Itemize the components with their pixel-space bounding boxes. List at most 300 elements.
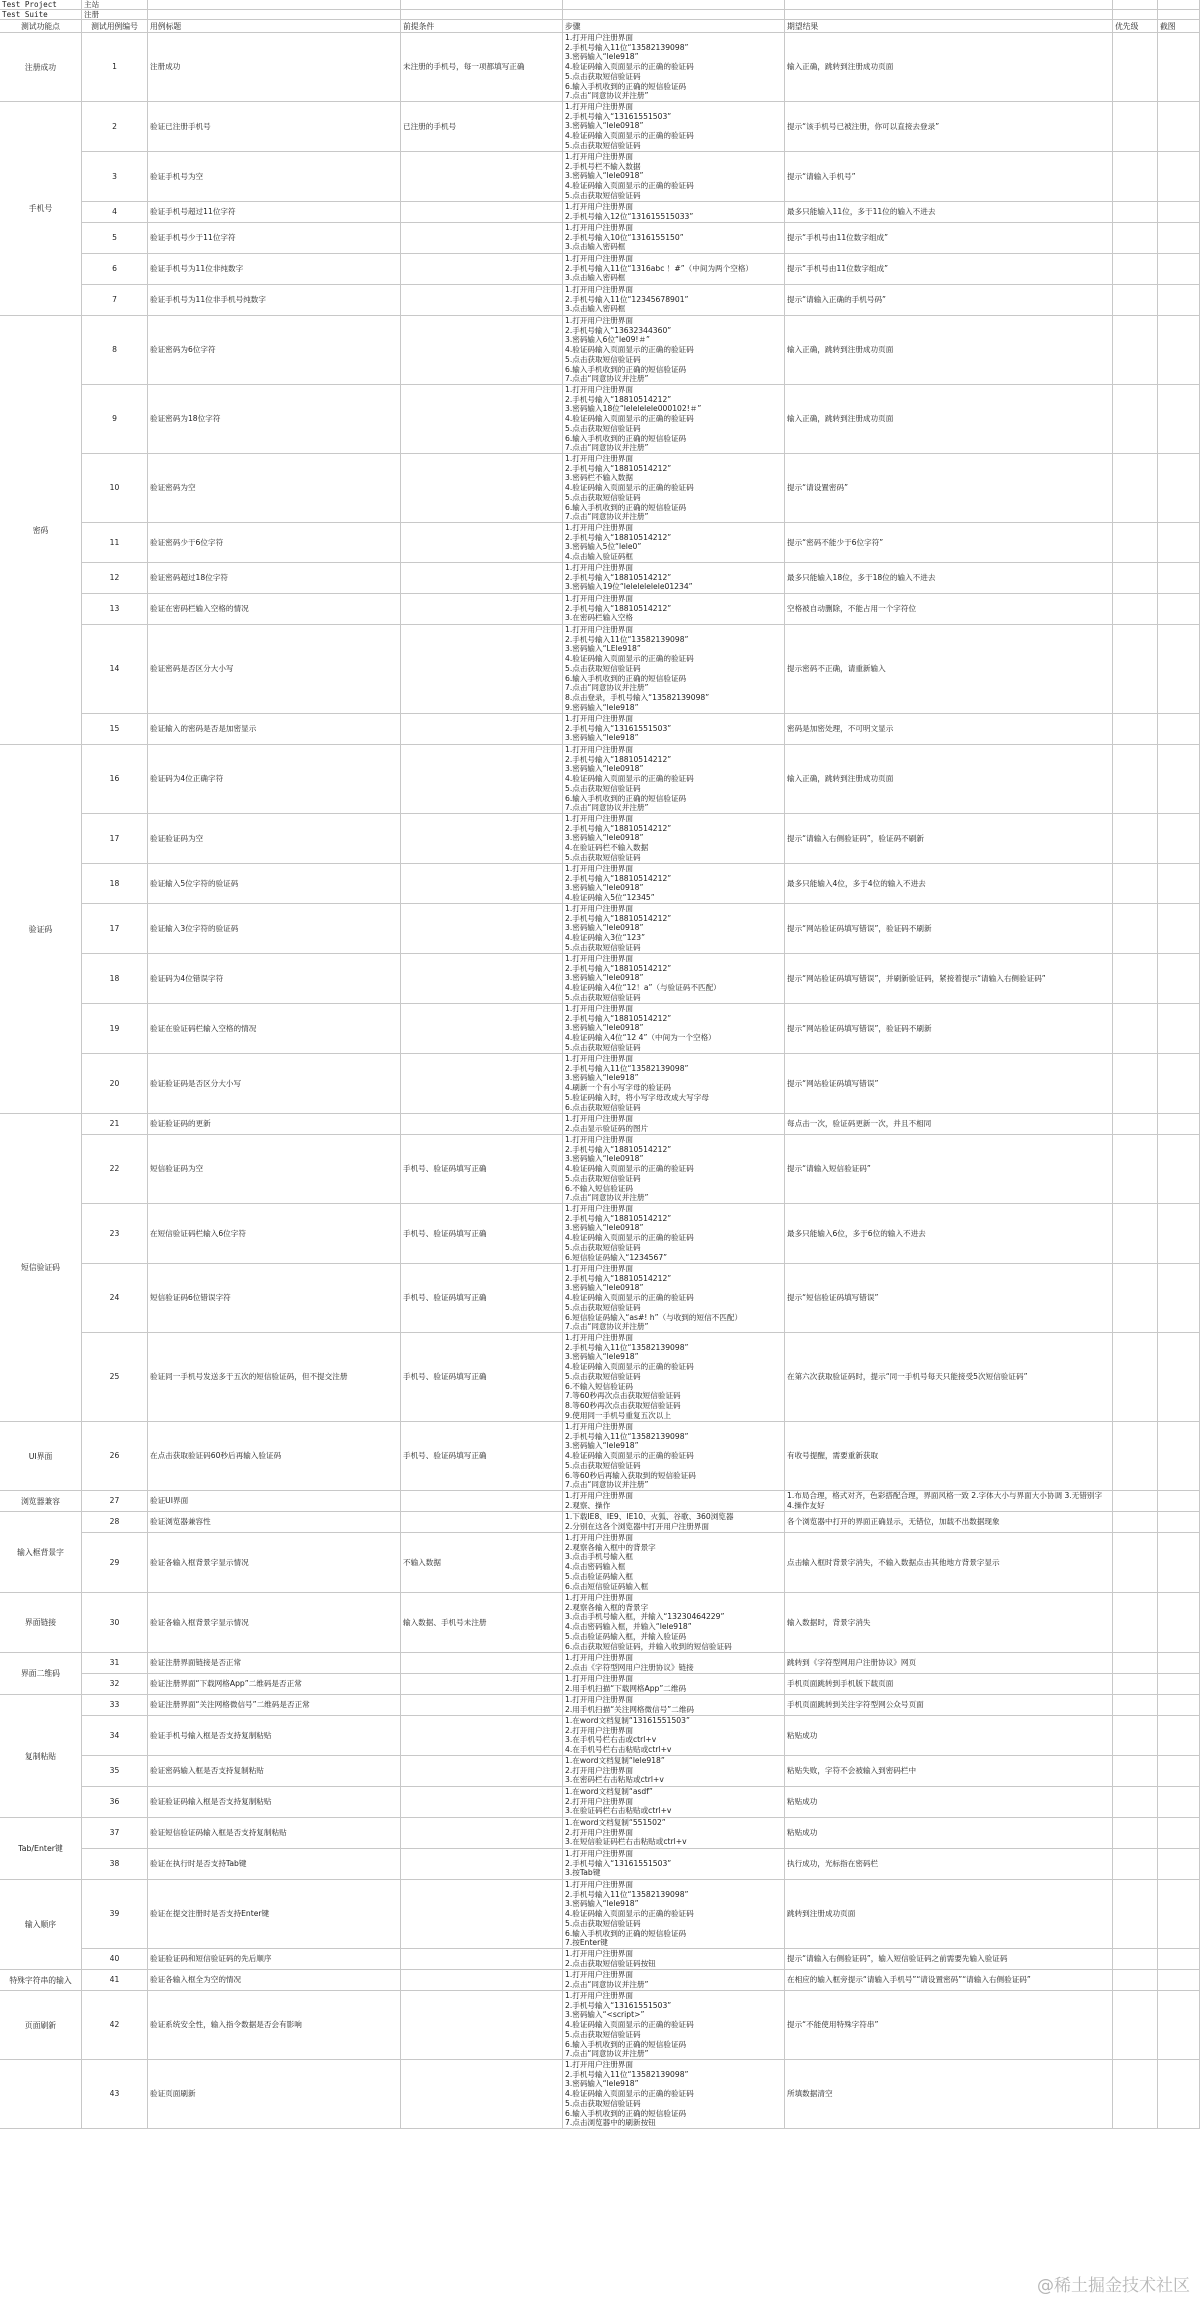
title-cell[interactable]: 验证码为4位错误字符: [148, 954, 401, 1004]
expected-cell[interactable]: 最多只能输入18位，多于18位的输入不进去: [785, 563, 1113, 594]
expected-cell[interactable]: 提示“请输入右侧验证码”，输入短信验证码之前需要先输入验证码: [785, 1949, 1113, 1970]
expected-cell[interactable]: 手机页面跳转到关注字符型网公众号页面: [785, 1695, 1113, 1716]
priority-cell[interactable]: [1113, 714, 1158, 745]
steps-cell[interactable]: 1.打开用户注册界面 2.手机号输入“18810514212” 3.密码输入“lele0918” 4.验证码输入4位“12 4”（中间为一个空格） 5.点击获取短信验证码: [563, 1004, 785, 1054]
case-id-cell[interactable]: 8: [82, 316, 148, 385]
case-id-cell[interactable]: 34: [82, 1716, 148, 1756]
case-id-cell[interactable]: 25: [82, 1333, 148, 1422]
expected-cell[interactable]: 跳转到《字符型网用户注册协议》网页: [785, 1653, 1113, 1674]
steps-cell[interactable]: 1.打开用户注册界面 2.手机号输入11位“13582139098” 3.密码输入“lele918” 4.验证码输入页面显示的正确的验证码 5.点击获取短信验证码 6.输入手机收到的正确的短信验证码 7.按Enter键: [563, 1880, 785, 1949]
expected-cell[interactable]: 执行成功，光标指在密码栏: [785, 1849, 1113, 1880]
case-id-cell[interactable]: 36: [82, 1787, 148, 1818]
steps-cell[interactable]: 1.打开用户注册界面 2.手机号输入10位“1316155150” 3.点击输入密码框: [563, 223, 785, 254]
title-cell[interactable]: 验证验证码为空: [148, 814, 401, 864]
module-cell[interactable]: 短信验证码: [0, 1114, 82, 1422]
title-cell[interactable]: 验证同一手机号发送多于五次的短信验证码，但不提交注册: [148, 1333, 401, 1422]
priority-cell[interactable]: [1113, 152, 1158, 202]
title-cell[interactable]: 验证密码少于6位字符: [148, 523, 401, 563]
case-id-cell[interactable]: 12: [82, 563, 148, 594]
screenshot-cell[interactable]: [1158, 1593, 1200, 1653]
expected-cell[interactable]: 提示“请输入正确的手机号码”: [785, 285, 1113, 316]
case-id-cell[interactable]: 43: [82, 2060, 148, 2129]
expected-cell[interactable]: 1.布局合理，格式对齐，色彩搭配合理，界面风格一致 2.字体大小与界面大小协调 3.无错别字 4.操作友好: [785, 1491, 1113, 1512]
title-cell[interactable]: 短信验证码为空: [148, 1135, 401, 1204]
case-id-cell[interactable]: 22: [82, 1135, 148, 1204]
expected-cell[interactable]: 输入正确，跳转到注册成功页面: [785, 745, 1113, 814]
screenshot-cell[interactable]: [1158, 33, 1200, 102]
steps-cell[interactable]: 1.打开用户注册界面 2.手机号输入11位“13582139098” 3.密码输入“lele918” 4.刷新一个有小写字母的验证码 5.验证码输入时，将小写字母改成大写字母 6.点击获取短信验证码: [563, 1054, 785, 1114]
priority-cell[interactable]: [1113, 33, 1158, 102]
precondition-cell[interactable]: [401, 316, 563, 385]
title-cell[interactable]: 验证各输入框全为空的情况: [148, 1970, 401, 1991]
precondition-cell[interactable]: 手机号、验证码填写正确: [401, 1135, 563, 1204]
steps-cell[interactable]: 1.打开用户注册界面 2.手机号输入“18810514212” 3.密码输入“lele0918” 4.验证码输入页面显示的正确的验证码 5.点击获取短信验证码 6.不输入短信验证码 7.点击“同意协议并注册”: [563, 1135, 785, 1204]
screenshot-cell[interactable]: [1158, 864, 1200, 904]
priority-cell[interactable]: [1113, 102, 1158, 152]
expected-cell[interactable]: 提示“不能使用特殊字符串”: [785, 1991, 1113, 2060]
precondition-cell[interactable]: [401, 1991, 563, 2060]
title-cell[interactable]: 验证在密码栏输入空格的情况: [148, 594, 401, 625]
priority-cell[interactable]: [1113, 385, 1158, 454]
screenshot-cell[interactable]: [1158, 1422, 1200, 1491]
expected-cell[interactable]: 粘贴成功: [785, 1716, 1113, 1756]
title-cell[interactable]: 验证验证码的更新: [148, 1114, 401, 1135]
title-cell[interactable]: 验证手机号为11位非手机号纯数字: [148, 285, 401, 316]
precondition-cell[interactable]: [401, 904, 563, 954]
expected-cell[interactable]: 最多只能输入4位，多于4位的输入不进去: [785, 864, 1113, 904]
precondition-cell[interactable]: [401, 152, 563, 202]
case-id-cell[interactable]: 17: [82, 814, 148, 864]
title-cell[interactable]: 验证手机号输入框是否支持复制粘贴: [148, 1716, 401, 1756]
expected-cell[interactable]: 提示“请输入手机号”: [785, 152, 1113, 202]
title-cell[interactable]: 验证验证码输入框是否支持复制粘贴: [148, 1787, 401, 1818]
steps-cell[interactable]: 1.打开用户注册界面 2.手机号输入“13161551503” 3.按Tab键: [563, 1849, 785, 1880]
case-id-cell[interactable]: 4: [82, 202, 148, 223]
title-cell[interactable]: 验证密码输入框是否支持复制粘贴: [148, 1756, 401, 1787]
screenshot-cell[interactable]: [1158, 1674, 1200, 1695]
header-cell[interactable]: 测试功能点: [0, 20, 82, 33]
expected-cell[interactable]: 每点击一次，验证码更新一次，并且不相同: [785, 1114, 1113, 1135]
precondition-cell[interactable]: [401, 1880, 563, 1949]
case-id-cell[interactable]: 24: [82, 1264, 148, 1333]
priority-cell[interactable]: [1113, 904, 1158, 954]
priority-cell[interactable]: [1113, 1653, 1158, 1674]
case-id-cell[interactable]: 42: [82, 1991, 148, 2060]
steps-cell[interactable]: 1.打开用户注册界面 2.手机号输入“18810514212” 3.密码输入“lele0918” 4.验证码输入页面显示的正确的验证码 5.点击获取短信验证码 6.短信验证码输入“as#! h”（与收到的短信不匹配） 7.点击“同意协议并注册”: [563, 1264, 785, 1333]
expected-cell[interactable]: 所填数据清空: [785, 2060, 1113, 2129]
case-id-cell[interactable]: 20: [82, 1054, 148, 1114]
case-id-cell[interactable]: 40: [82, 1949, 148, 1970]
priority-cell[interactable]: [1113, 1674, 1158, 1695]
case-id-cell[interactable]: 28: [82, 1512, 148, 1533]
case-id-cell[interactable]: 33: [82, 1695, 148, 1716]
steps-cell[interactable]: 1.打开用户注册界面 2.手机号输入“18810514212” 3.密码输入“lele0918” 4.在验证码栏不输入数据 5.点击获取短信验证码: [563, 814, 785, 864]
priority-cell[interactable]: [1113, 1756, 1158, 1787]
priority-cell[interactable]: [1113, 1512, 1158, 1533]
steps-cell[interactable]: 1.打开用户注册界面 2.手机号输入11位“13582139098” 3.密码输入“lele918” 4.验证码输入页面显示的正确的验证码 5.点击获取短信验证码 6.输入手机收到的正确的短信验证码 7.点击浏览器中的刷新按钮: [563, 2060, 785, 2129]
case-id-cell[interactable]: 26: [82, 1422, 148, 1491]
priority-cell[interactable]: [1113, 1422, 1158, 1491]
case-id-cell[interactable]: 41: [82, 1970, 148, 1991]
title-cell[interactable]: 验证页面刷新: [148, 2060, 401, 2129]
title-cell[interactable]: 在点击获取验证码60秒后再输入验证码: [148, 1422, 401, 1491]
case-id-cell[interactable]: 5: [82, 223, 148, 254]
precondition-cell[interactable]: 手机号、验证码填写正确: [401, 1422, 563, 1491]
screenshot-cell[interactable]: [1158, 1114, 1200, 1135]
title-cell[interactable]: 验证密码超过18位字符: [148, 563, 401, 594]
screenshot-cell[interactable]: [1158, 1849, 1200, 1880]
priority-cell[interactable]: [1113, 1970, 1158, 1991]
header-cell[interactable]: 期望结果: [785, 20, 1113, 33]
priority-cell[interactable]: [1113, 1264, 1158, 1333]
case-id-cell[interactable]: 27: [82, 1491, 148, 1512]
priority-cell[interactable]: [1113, 1593, 1158, 1653]
screenshot-cell[interactable]: [1158, 1880, 1200, 1949]
steps-cell[interactable]: 1.在word文档复制“asdf” 2.打开用户注册界面 3.在验证码栏右击粘贴或ctrl+v: [563, 1787, 785, 1818]
precondition-cell[interactable]: [401, 1849, 563, 1880]
steps-cell[interactable]: 1.打开用户注册界面 2.观察、操作: [563, 1491, 785, 1512]
priority-cell[interactable]: [1113, 1991, 1158, 2060]
priority-cell[interactable]: [1113, 285, 1158, 316]
case-id-cell[interactable]: 21: [82, 1114, 148, 1135]
screenshot-cell[interactable]: [1158, 202, 1200, 223]
expected-cell[interactable]: 提示“短信验证码填写错误”: [785, 1264, 1113, 1333]
title-cell[interactable]: 验证手机号少于11位字符: [148, 223, 401, 254]
header-cell[interactable]: 优先级: [1113, 20, 1158, 33]
module-cell[interactable]: [0, 2060, 82, 2129]
precondition-cell[interactable]: [401, 563, 563, 594]
priority-cell[interactable]: [1113, 1849, 1158, 1880]
title-cell[interactable]: 验证浏览器兼容性: [148, 1512, 401, 1533]
expected-cell[interactable]: 提示密码不正确，请重新输入: [785, 625, 1113, 714]
title-cell[interactable]: 验证验证码是否区分大小写: [148, 1054, 401, 1114]
title-cell[interactable]: 验证密码是否区分大小写: [148, 625, 401, 714]
steps-cell[interactable]: 1.打开用户注册界面 2.手机号输入“18810514212” 3.密码输入18位“lelelelele000102!＃” 4.验证码输入页面显示的正确的验证码 5.点击获取短信验证码 6.输入手机收到的正确的短信验证码 7.点击“同意协议并注册”: [563, 385, 785, 454]
priority-cell[interactable]: [1113, 814, 1158, 864]
expected-cell[interactable]: 跳转到注册成功页面: [785, 1880, 1113, 1949]
steps-cell[interactable]: 1.打开用户注册界面 2.手机号输入“13632344360” 3.密码输入6位“le09!＃” 4.验证码输入页面显示的正确的验证码 5.点击获取短信验证码 6.输入手机收到的正确的短信验证码 7.点击“同意协议并注册”: [563, 316, 785, 385]
title-cell[interactable]: 验证手机号超过11位字符: [148, 202, 401, 223]
expected-cell[interactable]: 在相应的输入框旁提示“请输入手机号”“请设置密码”“请输入右侧验证码”: [785, 1970, 1113, 1991]
priority-cell[interactable]: [1113, 1491, 1158, 1512]
expected-cell[interactable]: 提示“网站验证码填写错误”，验证码不刷新: [785, 904, 1113, 954]
priority-cell[interactable]: [1113, 223, 1158, 254]
title-cell[interactable]: 验证密码为18位字符: [148, 385, 401, 454]
screenshot-cell[interactable]: [1158, 454, 1200, 523]
precondition-cell[interactable]: 输入数据、手机号未注册: [401, 1593, 563, 1653]
module-cell[interactable]: 复制粘贴: [0, 1695, 82, 1818]
screenshot-cell[interactable]: [1158, 1135, 1200, 1204]
header-cell[interactable]: 截图: [1158, 20, 1200, 33]
case-id-cell[interactable]: 11: [82, 523, 148, 563]
steps-cell[interactable]: 1.在word文档复制“13161551503” 2.打开用户注册界面 3.在手机号栏右击或ctrl+v 4.在手机号栏右击粘贴或ctrl+v: [563, 1716, 785, 1756]
priority-cell[interactable]: [1113, 1787, 1158, 1818]
priority-cell[interactable]: [1113, 864, 1158, 904]
precondition-cell[interactable]: [401, 223, 563, 254]
steps-cell[interactable]: 1.打开用户注册界面 2.手机号输入“18810514212” 3.密码输入5位“lele0” 4.点击输入验证码框: [563, 523, 785, 563]
expected-cell[interactable]: 提示“请输入短信验证码”: [785, 1135, 1113, 1204]
case-id-cell[interactable]: 7: [82, 285, 148, 316]
steps-cell[interactable]: 1.打开用户注册界面 2.手机号输入“18810514212” 3.密码输入“lele0918” 4.验证码输入5位“12345”: [563, 864, 785, 904]
precondition-cell[interactable]: 已注册的手机号: [401, 102, 563, 152]
priority-cell[interactable]: [1113, 1114, 1158, 1135]
precondition-cell[interactable]: [401, 954, 563, 1004]
steps-cell[interactable]: 1.打开用户注册界面 2.观察各输入框的背景字 3.点击手机号输入框，并输入“13230464229” 4.点击密码输入框，并输入“lele918” 5.点击验证码输入框，并输入验证码 6.点击获取短信验证码，并输入收到的短信验证码: [563, 1593, 785, 1653]
precondition-cell[interactable]: 不输入数据: [401, 1533, 563, 1593]
expected-cell[interactable]: 粘贴失败，字符不会被输入到密码栏中: [785, 1756, 1113, 1787]
case-id-cell[interactable]: 37: [82, 1818, 148, 1849]
precondition-cell[interactable]: [401, 1653, 563, 1674]
screenshot-cell[interactable]: [1158, 152, 1200, 202]
screenshot-cell[interactable]: [1158, 285, 1200, 316]
module-cell[interactable]: 注册成功: [0, 33, 82, 102]
case-id-cell[interactable]: 30: [82, 1593, 148, 1653]
expected-cell[interactable]: 输入正确，跳转到注册成功页面: [785, 33, 1113, 102]
steps-cell[interactable]: 1.打开用户注册界面 2.手机号输入11位“13582139098” 3.密码输入“lele918” 4.验证码输入页面显示的正确的验证码 5.点击获取短信验证码 6.不输入短信验证码 7.等60秒再次点击获取短信验证码 8.等60秒再次点击获取短信验证码 9.使用同一手机号重复五次以上: [563, 1333, 785, 1422]
title-cell[interactable]: 验证手机号为空: [148, 152, 401, 202]
precondition-cell[interactable]: [401, 864, 563, 904]
case-id-cell[interactable]: 10: [82, 454, 148, 523]
module-cell[interactable]: 手机号: [0, 102, 82, 316]
precondition-cell[interactable]: [401, 1818, 563, 1849]
title-cell[interactable]: 验证注册界面“关注网格微信号”二维码是否正常: [148, 1695, 401, 1716]
expected-cell[interactable]: 提示“网站验证码填写错误”，验证码不刷新: [785, 1004, 1113, 1054]
title-cell[interactable]: 验证手机号为11位非纯数字: [148, 254, 401, 285]
screenshot-cell[interactable]: [1158, 254, 1200, 285]
case-id-cell[interactable]: 38: [82, 1849, 148, 1880]
steps-cell[interactable]: 1.在word文档复制“551502” 2.打开用户注册界面 3.在短信验证码栏右击粘贴或ctrl+v: [563, 1818, 785, 1849]
steps-cell[interactable]: 1.打开用户注册界面 2.手机号输入“18810514212” 3.密码输入“lele0918” 4.验证码输入4位“12！a”（与验证码不匹配） 5.点击获取短信验证码: [563, 954, 785, 1004]
steps-cell[interactable]: 1.打开用户注册界面 2.点击《字符型网用户注册协议》链接: [563, 1653, 785, 1674]
steps-cell[interactable]: 1.在word文档复制“lele918” 2.打开用户注册界面 3.在密码栏右击粘贴或ctrl+v: [563, 1756, 785, 1787]
expected-cell[interactable]: 最多只能输入11位，多于11位的输入不进去: [785, 202, 1113, 223]
header-cell[interactable]: 测试用例编号: [82, 20, 148, 33]
screenshot-cell[interactable]: [1158, 316, 1200, 385]
expected-cell[interactable]: 空格被自动删除，不能占用一个字符位: [785, 594, 1113, 625]
steps-cell[interactable]: 1.打开用户注册界面 2.点击获取短信验证码按钮: [563, 1949, 785, 1970]
project-value[interactable]: 主站: [82, 0, 148, 10]
expected-cell[interactable]: 粘贴成功: [785, 1818, 1113, 1849]
screenshot-cell[interactable]: [1158, 714, 1200, 745]
precondition-cell[interactable]: [401, 285, 563, 316]
steps-cell[interactable]: 1.打开用户注册界面 2.手机号输入11位“1316abc ！#”（中间为两个空格） 3.点击输入密码框: [563, 254, 785, 285]
priority-cell[interactable]: [1113, 523, 1158, 563]
steps-cell[interactable]: 1.打开用户注册界面 2.手机号栏不输入数据 3.密码输入“lele0918” 4.验证码输入页面显示的正确的验证码 5.点击获取短信验证码: [563, 152, 785, 202]
steps-cell[interactable]: 1.打开用户注册界面 2.手机号输入“13161551503” 3.密码输入“<script>” 4.验证码输入页面显示的正确的验证码 5.点击获取短信验证码 6.输入手机收到的正确的短信验证码 7.点击“同意协议并注册”: [563, 1991, 785, 2060]
case-id-cell[interactable]: 35: [82, 1756, 148, 1787]
module-cell[interactable]: 验证码: [0, 745, 82, 1114]
module-cell[interactable]: UI界面: [0, 1422, 82, 1491]
priority-cell[interactable]: [1113, 1004, 1158, 1054]
screenshot-cell[interactable]: [1158, 1695, 1200, 1716]
priority-cell[interactable]: [1113, 745, 1158, 814]
title-cell[interactable]: 验证验证码和短信验证码的先后顺序: [148, 1949, 401, 1970]
expected-cell[interactable]: 提示“密码不能少于6位字符”: [785, 523, 1113, 563]
precondition-cell[interactable]: [401, 1054, 563, 1114]
case-id-cell[interactable]: 18: [82, 954, 148, 1004]
steps-cell[interactable]: 1.打开用户注册界面 2.点击显示验证码的图片: [563, 1114, 785, 1135]
priority-cell[interactable]: [1113, 1716, 1158, 1756]
case-id-cell[interactable]: 6: [82, 254, 148, 285]
expected-cell[interactable]: 各个浏览器中打开的界面正确显示，无错位，加载不出数据现象: [785, 1512, 1113, 1533]
case-id-cell[interactable]: 9: [82, 385, 148, 454]
precondition-cell[interactable]: 手机号、验证码填写正确: [401, 1204, 563, 1264]
module-cell[interactable]: 界面链接: [0, 1593, 82, 1653]
expected-cell[interactable]: 提示“请输入右侧验证码”，验证码不刷新: [785, 814, 1113, 864]
screenshot-cell[interactable]: [1158, 814, 1200, 864]
precondition-cell[interactable]: [401, 385, 563, 454]
screenshot-cell[interactable]: [1158, 223, 1200, 254]
priority-cell[interactable]: [1113, 2060, 1158, 2129]
module-cell[interactable]: 页面刷新: [0, 1991, 82, 2060]
case-id-cell[interactable]: 31: [82, 1653, 148, 1674]
title-cell[interactable]: 验证UI界面: [148, 1491, 401, 1512]
steps-cell[interactable]: 1.打开用户注册界面 2.手机号输入“18810514212” 3.密码输入“lele0918” 4.验证码输入页面显示的正确的验证码 5.点击获取短信验证码 6.短信验证码输入“1234567”: [563, 1204, 785, 1264]
priority-cell[interactable]: [1113, 625, 1158, 714]
case-id-cell[interactable]: 29: [82, 1533, 148, 1593]
screenshot-cell[interactable]: [1158, 1333, 1200, 1422]
expected-cell[interactable]: 输入数据时，背景字消失: [785, 1593, 1113, 1653]
screenshot-cell[interactable]: [1158, 1787, 1200, 1818]
expected-cell[interactable]: 最多只能输入6位，多于6位的输入不进去: [785, 1204, 1113, 1264]
case-id-cell[interactable]: 17: [82, 904, 148, 954]
screenshot-cell[interactable]: [1158, 1949, 1200, 1970]
case-id-cell[interactable]: 18: [82, 864, 148, 904]
expected-cell[interactable]: 粘贴成功: [785, 1787, 1113, 1818]
screenshot-cell[interactable]: [1158, 1054, 1200, 1114]
title-cell[interactable]: 注册成功: [148, 33, 401, 102]
expected-cell[interactable]: 提示“请设置密码”: [785, 454, 1113, 523]
title-cell[interactable]: 验证在提交注册时是否支持Enter键: [148, 1880, 401, 1949]
screenshot-cell[interactable]: [1158, 1004, 1200, 1054]
screenshot-cell[interactable]: [1158, 745, 1200, 814]
screenshot-cell[interactable]: [1158, 1991, 1200, 2060]
steps-cell[interactable]: 1.打开用户注册界面 2.观察各输入框中的背景字 3.点击手机号输入框 4.点击密码输入框 5.点击验证码输入框 6.点击短信验证码输入框: [563, 1533, 785, 1593]
screenshot-cell[interactable]: [1158, 1818, 1200, 1849]
precondition-cell[interactable]: 手机号、验证码填写正确: [401, 1264, 563, 1333]
screenshot-cell[interactable]: [1158, 385, 1200, 454]
module-cell[interactable]: Tab/Enter键: [0, 1818, 82, 1880]
case-id-cell[interactable]: 14: [82, 625, 148, 714]
expected-cell[interactable]: 提示“网站验证码填写错误”: [785, 1054, 1113, 1114]
title-cell[interactable]: 验证密码为空: [148, 454, 401, 523]
steps-cell[interactable]: 1.打开用户注册界面 2.手机号输入“18810514212” 3.密码输入19位“lelelelelele01234”: [563, 563, 785, 594]
precondition-cell[interactable]: [401, 1491, 563, 1512]
precondition-cell[interactable]: 手机号、验证码填写正确: [401, 1333, 563, 1422]
screenshot-cell[interactable]: [1158, 1512, 1200, 1533]
title-cell[interactable]: 验证输入3位字符的验证码: [148, 904, 401, 954]
screenshot-cell[interactable]: [1158, 1264, 1200, 1333]
precondition-cell[interactable]: [401, 1716, 563, 1756]
priority-cell[interactable]: [1113, 594, 1158, 625]
screenshot-cell[interactable]: [1158, 954, 1200, 1004]
screenshot-cell[interactable]: [1158, 1970, 1200, 1991]
priority-cell[interactable]: [1113, 1054, 1158, 1114]
steps-cell[interactable]: 1.打开用户注册界面 2.点击“同意协议并注册”: [563, 1970, 785, 1991]
header-cell[interactable]: 步骤: [563, 20, 785, 33]
precondition-cell[interactable]: [401, 625, 563, 714]
title-cell[interactable]: 验证短信验证码输入框是否支持复制粘贴: [148, 1818, 401, 1849]
expected-cell[interactable]: 有收号提醒，需要重新获取: [785, 1422, 1113, 1491]
expected-cell[interactable]: 提示“网站验证码填写错误”，并刷新验证码，紧接着提示“请输入右侧验证码”: [785, 954, 1113, 1004]
case-id-cell[interactable]: 3: [82, 152, 148, 202]
screenshot-cell[interactable]: [1158, 904, 1200, 954]
screenshot-cell[interactable]: [1158, 1491, 1200, 1512]
priority-cell[interactable]: [1113, 1818, 1158, 1849]
title-cell[interactable]: 验证在验证码栏输入空格的情况: [148, 1004, 401, 1054]
title-cell[interactable]: 在短信验证码栏输入6位字符: [148, 1204, 401, 1264]
title-cell[interactable]: 验证在执行时是否支持Tab键: [148, 1849, 401, 1880]
title-cell[interactable]: 验证码为4位正确字符: [148, 745, 401, 814]
precondition-cell[interactable]: [401, 202, 563, 223]
expected-cell[interactable]: 提示“该手机号已被注册，你可以直接去登录”: [785, 102, 1113, 152]
priority-cell[interactable]: [1113, 202, 1158, 223]
title-cell[interactable]: 验证各输入框背景字显示情况: [148, 1593, 401, 1653]
precondition-cell[interactable]: [401, 1970, 563, 1991]
precondition-cell[interactable]: [401, 1674, 563, 1695]
module-cell[interactable]: 浏览器兼容: [0, 1491, 82, 1512]
title-cell[interactable]: 验证系统安全性，输入指令数据是否会有影响: [148, 1991, 401, 2060]
module-cell[interactable]: 输入框背景字: [0, 1512, 82, 1593]
precondition-cell[interactable]: [401, 523, 563, 563]
case-id-cell[interactable]: 39: [82, 1880, 148, 1949]
case-id-cell[interactable]: 2: [82, 102, 148, 152]
screenshot-cell[interactable]: [1158, 1716, 1200, 1756]
header-cell[interactable]: 用例标题: [148, 20, 401, 33]
steps-cell[interactable]: 1.打开用户注册界面 2.用手机扫描“关注网格微信号”二维码: [563, 1695, 785, 1716]
precondition-cell[interactable]: [401, 1695, 563, 1716]
title-cell[interactable]: 验证各输入框背景字显示情况: [148, 1533, 401, 1593]
screenshot-cell[interactable]: [1158, 1204, 1200, 1264]
title-cell[interactable]: 验证已注册手机号: [148, 102, 401, 152]
module-cell[interactable]: 特殊字符串的输入: [0, 1970, 82, 1991]
screenshot-cell[interactable]: [1158, 594, 1200, 625]
expected-cell[interactable]: 提示“手机号由11位数字组成”: [785, 223, 1113, 254]
priority-cell[interactable]: [1113, 316, 1158, 385]
precondition-cell[interactable]: 未注册的手机号，每一项都填写正确: [401, 33, 563, 102]
precondition-cell[interactable]: [401, 1787, 563, 1818]
case-id-cell[interactable]: 19: [82, 1004, 148, 1054]
expected-cell[interactable]: 点击输入框时背景字消失，不输入数据点击其他地方背景字显示: [785, 1533, 1113, 1593]
expected-cell[interactable]: 提示“手机号由11位数字组成”: [785, 254, 1113, 285]
case-id-cell[interactable]: 13: [82, 594, 148, 625]
title-cell[interactable]: 验证密码为6位字符: [148, 316, 401, 385]
screenshot-cell[interactable]: [1158, 1533, 1200, 1593]
expected-cell[interactable]: 输入正确，跳转到注册成功页面: [785, 316, 1113, 385]
title-cell[interactable]: 验证注册界面链接是否正常: [148, 1653, 401, 1674]
precondition-cell[interactable]: [401, 254, 563, 285]
precondition-cell[interactable]: [401, 2060, 563, 2129]
header-cell[interactable]: 前提条件: [401, 20, 563, 33]
case-id-cell[interactable]: 32: [82, 1674, 148, 1695]
priority-cell[interactable]: [1113, 454, 1158, 523]
priority-cell[interactable]: [1113, 1333, 1158, 1422]
steps-cell[interactable]: 1.打开用户注册界面 2.用手机扫描“下载网格App”二维码: [563, 1674, 785, 1695]
screenshot-cell[interactable]: [1158, 2060, 1200, 2129]
module-cell[interactable]: 界面二维码: [0, 1653, 82, 1695]
title-cell[interactable]: 验证输入5位字符的验证码: [148, 864, 401, 904]
steps-cell[interactable]: 1.打开用户注册界面 2.手机号输入“18810514212” 3.密码输入“lele0918” 4.验证码输入页面显示的正确的验证码 5.点击获取短信验证码 6.输入手机收到的正确的短信验证码 7.点击“同意协议并注册”: [563, 745, 785, 814]
title-cell[interactable]: 短信验证码6位错误字符: [148, 1264, 401, 1333]
expected-cell[interactable]: 手机页面跳转到手机版下载页面: [785, 1674, 1113, 1695]
screenshot-cell[interactable]: [1158, 625, 1200, 714]
priority-cell[interactable]: [1113, 563, 1158, 594]
precondition-cell[interactable]: [401, 454, 563, 523]
priority-cell[interactable]: [1113, 1204, 1158, 1264]
steps-cell[interactable]: 1.打开用户注册界面 2.手机号输入11位“13582139098” 3.密码输入“lele918” 4.验证码输入页面显示的正确的验证码 5.点击获取短信验证码 6.输入手机收到的正确的短信验证码 7.点击“同意协议并注册”: [563, 33, 785, 102]
precondition-cell[interactable]: [401, 814, 563, 864]
suite-value[interactable]: 注册: [82, 10, 148, 20]
